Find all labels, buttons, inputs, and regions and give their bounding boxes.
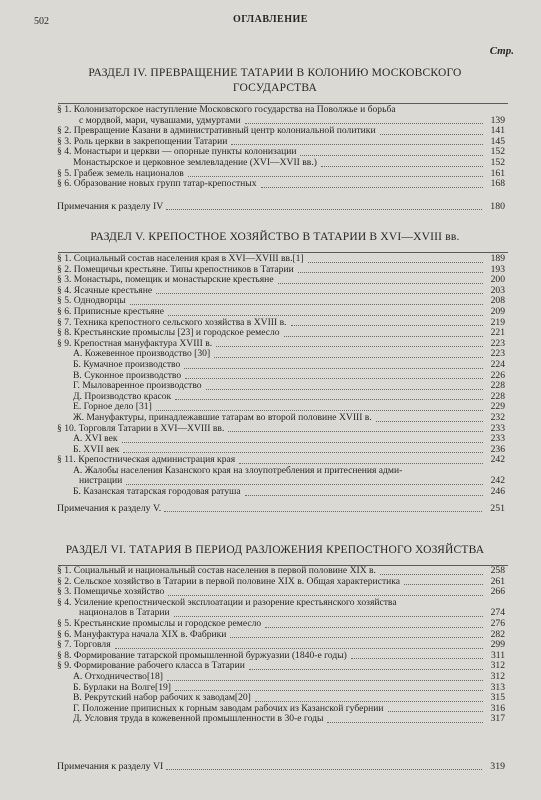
toc-page-number: 180 <box>490 201 505 212</box>
toc-entry-text: § 4. Ясачные крестьяне <box>57 284 153 296</box>
section-5-entries <box>57 254 505 498</box>
toc-page-number: 299 <box>490 639 505 651</box>
section-6-notes <box>57 760 505 772</box>
toc-page-number: 209 <box>490 305 505 317</box>
dot-leader <box>231 136 483 145</box>
toc-entry-text: Е. Горное дело [31] <box>73 401 152 413</box>
toc-entry <box>57 630 505 641</box>
section-6-title <box>40 543 510 558</box>
dot-leader <box>265 619 483 628</box>
toc-page-number: 258 <box>490 565 505 576</box>
dot-leader <box>130 296 483 305</box>
toc-entry <box>57 566 505 577</box>
toc-entry-text: А. Жалобы населения Казанского края на злоупотребления и притеснения адми- <box>73 464 403 476</box>
toc-page-number: 152 <box>490 156 505 168</box>
toc-page-number: 317 <box>490 713 505 725</box>
section-6-entries <box>57 566 505 725</box>
toc-page-number: 251 <box>490 503 505 514</box>
dot-leader <box>156 285 483 294</box>
dot-leader <box>239 455 483 464</box>
toc-page-number: 312 <box>490 660 505 672</box>
toc-page-number: 152 <box>490 146 505 158</box>
toc-entry-text: § 8. Формирование татарской промышленной буржуазии (1840-е годы) <box>57 649 347 661</box>
dot-leader <box>388 703 483 712</box>
dot-leader <box>380 566 483 575</box>
toc-page-number: 161 <box>490 167 505 179</box>
toc-entry-text: А. XVI век <box>73 433 118 445</box>
toc-entry-text: Ж. Мануфактуры, принадлежавшие татарам во второй половине XVIII в. <box>73 411 372 423</box>
toc-entry-text-continued: нистрации <box>79 475 123 487</box>
section-5-notes <box>57 502 505 514</box>
section-4-title <box>40 66 510 96</box>
toc-page-number: 228 <box>490 390 505 402</box>
dot-leader <box>166 761 482 770</box>
dot-leader <box>261 179 483 188</box>
toc-entry-text: § 1. Колонизаторское наступление Московского государства на Поволжье и борьба <box>57 104 396 115</box>
notes-label: Примечания к разделу IV <box>57 201 164 212</box>
toc-entry <box>57 466 505 477</box>
toc-page-number: 315 <box>490 692 505 704</box>
toc-entry-text: § 3. Роль церкви в закрепощении Татарии <box>57 135 228 147</box>
toc-entry-text: § 4. Усиление крепостнической эксплоатации и разорение крестьянского хозяйства <box>57 596 397 608</box>
toc-entry <box>57 179 505 190</box>
toc-entry-text: § 7. Торговля <box>57 639 111 651</box>
toc-entry-text: Б. Казанская татарская городовая ратуша <box>73 486 241 498</box>
dot-leader <box>380 126 483 135</box>
section-4-notes <box>57 200 505 212</box>
dot-leader <box>168 307 483 316</box>
toc-entry <box>57 672 505 683</box>
toc-page-number: 282 <box>490 628 505 640</box>
toc-entry-text: § 2. Сельское хозяйство в Татарии в первой половине XIX в. Общая характеристика <box>57 575 401 587</box>
toc-entry-text: § 3. Помещичье хозяйство <box>57 586 165 598</box>
dot-leader <box>185 370 483 379</box>
toc-entry-text: § 5. Грабеж земель националов <box>57 167 184 179</box>
toc-page-number: 232 <box>490 411 505 423</box>
toc-entry-text: Б. Бурлаки на Волге[19] <box>73 681 171 693</box>
toc-entry <box>57 413 505 424</box>
toc-page-number: 223 <box>490 337 505 349</box>
page-column-label: Стр. <box>489 45 514 57</box>
toc-entry-text: Д. Условия труда в кожевенной промышленности в 30-е годы <box>73 713 324 725</box>
toc-entry <box>57 307 505 318</box>
section-5-title <box>40 230 510 245</box>
toc-page-number: 311 <box>490 649 505 661</box>
toc-entry-text: В. Рекрутский набор рабочих к заводам[20] <box>73 692 251 704</box>
toc-entry-text: § 2. Превращение Казани в административный центр колониальной политики <box>57 125 376 137</box>
dot-leader <box>230 629 483 638</box>
toc-entry-text: Г. Положение приписных к горным заводам рабочих из Казанской губернии <box>73 702 384 714</box>
toc-page-number: 313 <box>490 681 505 693</box>
toc-entry-text: Г. Мыловаренное производство <box>73 380 202 392</box>
toc-page-number: 168 <box>490 178 505 190</box>
toc-page-number: 246 <box>490 486 505 498</box>
toc-entry-text: А. Кожевенное производство [30] <box>73 348 211 360</box>
toc-page-number: 316 <box>490 702 505 714</box>
toc-entry <box>57 424 505 435</box>
toc-entry-text: § 6. Образование новых групп татар-крепостных <box>57 178 257 190</box>
notes-label: Примечания к разделу V. <box>57 503 162 514</box>
toc-entry <box>57 360 505 371</box>
toc-entry <box>57 254 505 265</box>
section-title-line: РАЗДЕЛ VI. ТАТАРИЯ В ПЕРИОД РАЗЛОЖЕНИЯ КРЕПОСТНОГО ХОЗЯЙСТВА <box>65 544 485 556</box>
dot-leader <box>188 168 483 177</box>
dot-leader <box>298 264 483 273</box>
dot-leader <box>249 661 483 670</box>
dot-leader <box>284 328 483 337</box>
toc-entry-text: Б. XVII век <box>73 443 120 455</box>
dot-leader <box>404 576 483 585</box>
toc-page-number: 189 <box>490 253 505 264</box>
toc-page-number: 312 <box>490 670 505 682</box>
toc-page-number: 141 <box>490 125 505 137</box>
toc-entry-text: § 4. Монастыри и церкви — опорные пункты колонизации <box>57 146 297 158</box>
toc-page-number: 224 <box>490 358 505 370</box>
toc-page-number: 233 <box>490 433 505 445</box>
toc-page-number: 233 <box>490 422 505 434</box>
dot-leader <box>206 381 483 390</box>
dot-leader <box>245 115 483 124</box>
toc-entry-text: § 6. Мануфактура начала XIX в. Фабрики <box>57 628 227 640</box>
dot-leader <box>278 275 483 284</box>
toc-entry-text: § 9. Формирование рабочего класса в Татарии <box>57 660 245 672</box>
toc-entry <box>57 434 505 445</box>
toc-page-number: 242 <box>490 454 505 466</box>
toc-entry-text: § 8. Крестьянские промыслы [23] и городское ремесло <box>57 327 280 339</box>
toc-entry-text: А. Отходничество[18] <box>73 670 163 682</box>
dot-leader <box>174 608 483 617</box>
dot-leader <box>255 693 483 702</box>
dot-leader <box>308 254 483 263</box>
dot-leader <box>300 147 483 156</box>
toc-entry <box>57 158 505 169</box>
toc-entry <box>57 487 505 498</box>
toc-page-number: 266 <box>490 586 505 598</box>
toc-page-number: 139 <box>490 114 505 126</box>
dot-leader <box>214 349 483 358</box>
toc-entry-text: § 1. Социальный и национальный состав населения в первой половине XIX в. <box>57 565 376 576</box>
toc-page-number: 236 <box>490 443 505 455</box>
dot-leader <box>376 413 483 422</box>
section-title-line: РАЗДЕЛ IV. ПРЕВРАЩЕНИЕ ТАТАРИИ В КОЛОНИЮ МОСКОВСКОГО <box>88 67 462 79</box>
toc-page-number: 229 <box>490 401 505 413</box>
toc-entry-text: § 7. Техника крепостного сельского хозяйства в XVIII в. <box>57 316 287 328</box>
toc-entry-text: § 10. Торговля Татарии в XVI—XVIII вв. <box>57 422 225 434</box>
dot-leader <box>351 650 483 659</box>
toc-page-number: 145 <box>490 135 505 147</box>
toc-page-number: 319 <box>490 761 505 772</box>
toc-entry-text: § 3. Монастырь, помещик и монастырские крестьяне <box>57 274 274 286</box>
dot-leader <box>123 444 483 453</box>
page-number: 502 <box>34 16 49 27</box>
toc-page-number: 242 <box>490 475 505 487</box>
dot-leader <box>321 158 483 167</box>
dot-leader <box>164 503 482 512</box>
section-title-line: ГОСУДАРСТВА <box>232 82 318 94</box>
toc-entry-text: Д. Производство красок <box>73 390 172 402</box>
dot-leader <box>327 714 483 723</box>
toc-entry-text: В. Суконное производство <box>73 369 182 381</box>
section-4-entries <box>57 105 505 190</box>
toc-entry-text: § 11. Крепостническая администрация края <box>57 454 236 466</box>
dot-leader <box>122 434 483 443</box>
toc-page-number: 208 <box>490 295 505 307</box>
toc-page-number: 193 <box>490 263 505 275</box>
toc-page-number: 276 <box>490 617 505 629</box>
dot-leader <box>175 682 483 691</box>
toc-entry <box>57 619 505 630</box>
dot-leader <box>245 487 483 496</box>
dot-leader <box>184 360 483 369</box>
toc-page-number: 221 <box>490 327 505 339</box>
notes-label: Примечания к разделу VI <box>57 761 164 772</box>
toc-page-number: 223 <box>490 348 505 360</box>
dot-leader <box>291 317 484 326</box>
toc-page-number: 200 <box>490 274 505 286</box>
toc-page-number: 219 <box>490 316 505 328</box>
toc-entry-text-continued: с мордвой, мари, чувашами, удмуртами <box>79 114 241 126</box>
dot-leader <box>166 201 482 210</box>
toc-page-number: 226 <box>490 369 505 381</box>
dot-leader <box>175 391 483 400</box>
toc-entry-text: § 6. Приписные крестьяне <box>57 305 164 317</box>
dot-leader <box>168 587 483 596</box>
toc-entry <box>57 105 505 116</box>
toc-entry <box>57 714 505 725</box>
toc-page-number: 261 <box>490 575 505 587</box>
dot-leader <box>228 423 483 432</box>
dot-leader <box>115 640 483 649</box>
toc-entry-text: § 5. Крестьянские промыслы и городское ремесло <box>57 617 262 629</box>
toc-page-number: 274 <box>490 607 505 619</box>
running-head: ОГЛАВЛЕНИЕ <box>233 14 308 25</box>
toc-entry-text: § 2. Помещичьи крестьяне. Типы крепостников в Татарии <box>57 263 294 275</box>
dot-leader <box>167 672 483 681</box>
toc-entry-text: Монастырское и церковное землевладение (XVI—XVII вв.) <box>73 156 317 168</box>
toc-page-number: 203 <box>490 284 505 296</box>
toc-entry-text: § 1. Социальный состав населения края в XVI—XVIII вв.[1] <box>57 253 304 264</box>
toc-entry-text: § 5. Однодворцы <box>57 295 126 307</box>
dot-leader <box>126 476 483 485</box>
dot-leader <box>216 338 483 347</box>
section-title-line: РАЗДЕЛ V. КРЕПОСТНОЕ ХОЗЯЙСТВО В ТАТАРИИ В XVI—XVIII вв. <box>90 231 460 243</box>
toc-entry-text: § 9. Крепостная мануфактура XVIII в. <box>57 337 213 349</box>
toc-page-number: 228 <box>490 380 505 392</box>
dot-leader <box>156 402 483 411</box>
toc-entry-text-continued: националов в Татарии <box>79 607 170 619</box>
toc-entry-text: Б. Кумачное производство <box>73 358 181 370</box>
